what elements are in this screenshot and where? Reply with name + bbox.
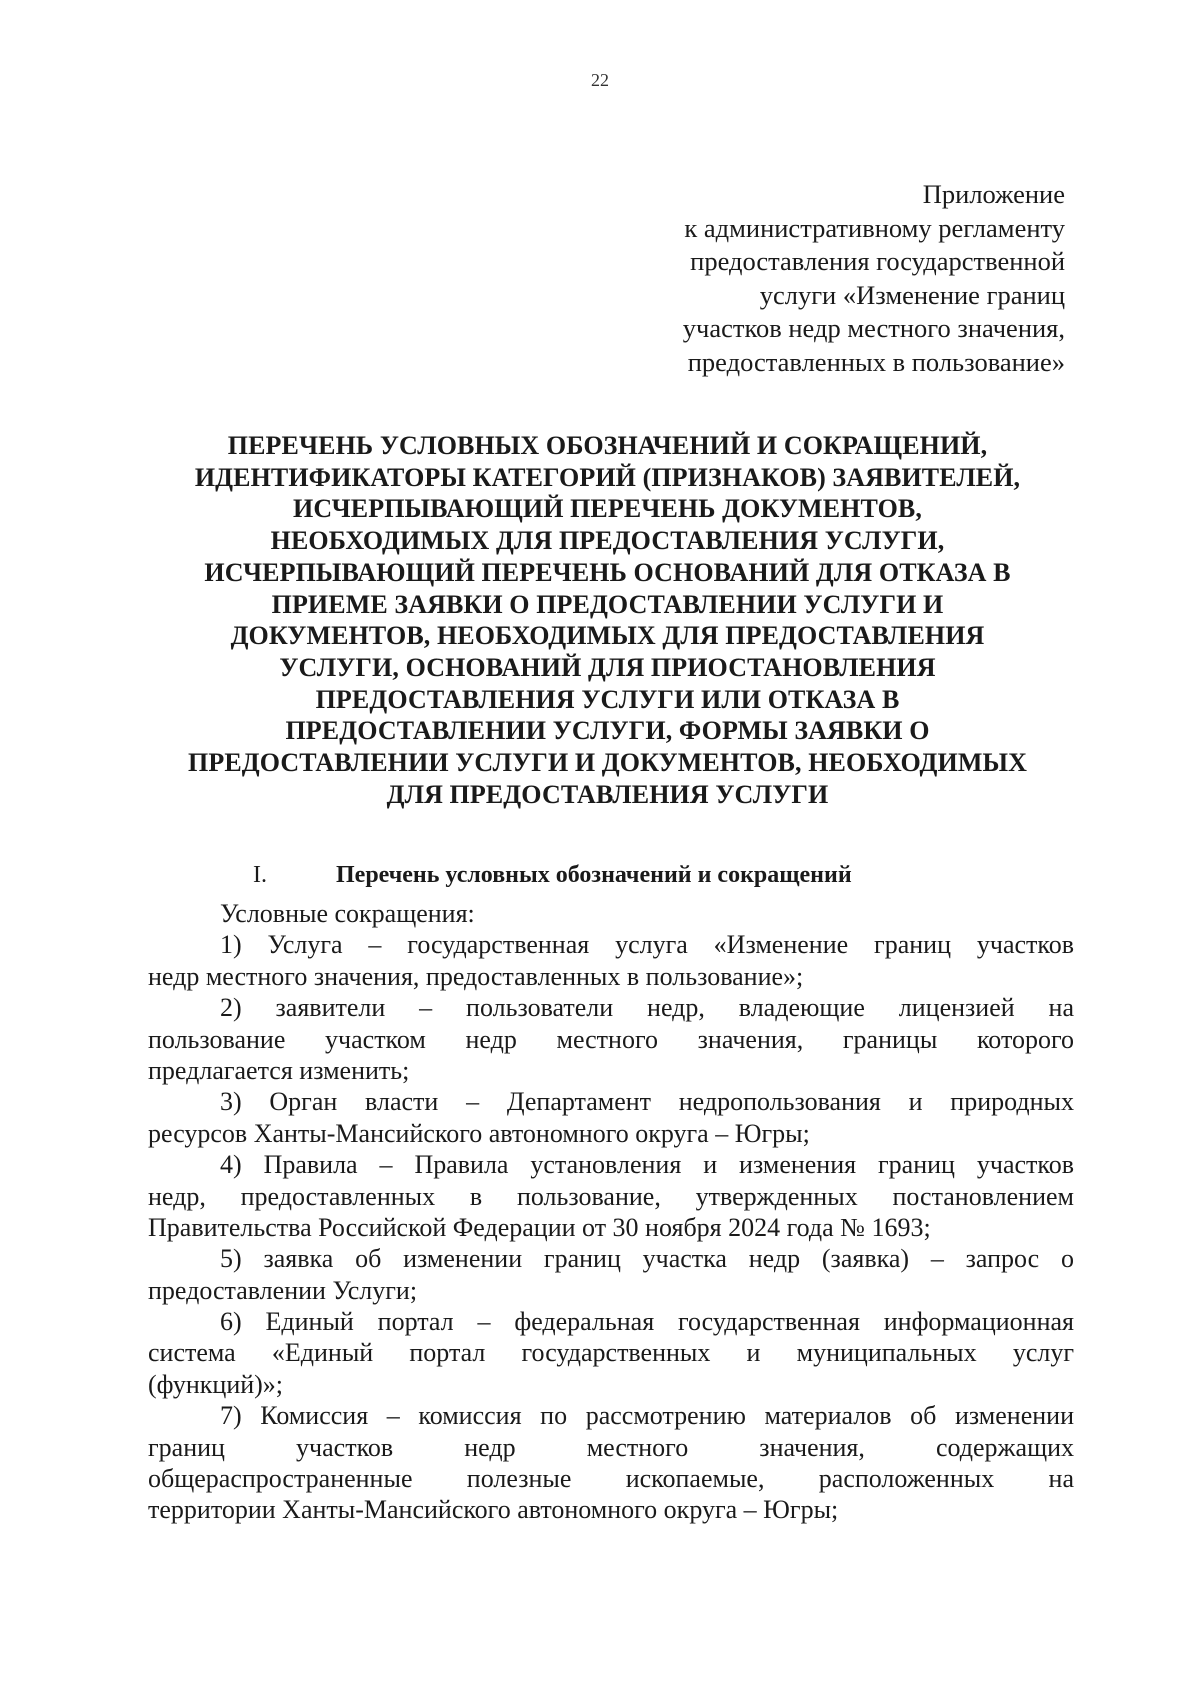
title-line: ДОКУМЕНТОВ, НЕОБХОДИМЫХ ДЛЯ ПРЕДОСТАВЛЕНИЯ: [230, 621, 985, 651]
body-line: предоставлении Услуги;: [148, 1275, 418, 1305]
body-line: общераспространенные полезные ископаемые, расположенных на: [148, 1464, 1074, 1494]
body-line: 5) заявка об изменении границ участка недр (заявка) – запрос о: [220, 1244, 1074, 1274]
title-line: ИДЕНТИФИКАТОРЫ КАТЕГОРИЙ (ПРИЗНАКОВ) ЗАЯВИТЕЛЕЙ,: [194, 462, 1021, 492]
body-line: Условные сокращения:: [220, 899, 475, 928]
body-line: система «Единый портал государственных и муниципальных услуг: [148, 1338, 1074, 1368]
appendix-line: участков недр местного значения,: [682, 313, 1065, 343]
page-number: 22: [591, 70, 609, 90]
appendix-line: предоставленных в пользование»: [687, 346, 1065, 377]
section-title: Перечень условных обозначений и сокращений: [336, 862, 852, 888]
title-line: ИСЧЕРПЫВАЮЩИЙ ПЕРЕЧЕНЬ ДОКУМЕНТОВ,: [293, 494, 922, 524]
title-line: УСЛУГИ, ОСНОВАНИЙ ДЛЯ ПРИОСТАНОВЛЕНИЯ: [279, 652, 936, 682]
body-line: 1) Услуга – государственная услуга «Изменение границ участков: [220, 930, 1074, 960]
appendix-line: услуги «Изменение границ: [759, 279, 1065, 310]
body-line: границ участков недр местного значения, содержащих: [148, 1432, 1074, 1462]
title-line: ПЕРЕЧЕНЬ УСЛОВНЫХ ОБОЗНАЧЕНИЙ И СОКРАЩЕНИЙ,: [227, 431, 988, 460]
title-line: ПРИЕМЕ ЗАЯВКИ О ПРЕДОСТАВЛЕНИИ УСЛУГИ И: [271, 589, 944, 619]
body-line: предлагается изменить;: [148, 1055, 410, 1085]
body-line: недр, предоставленных в пользование, утвержденных постановлением: [148, 1181, 1074, 1211]
title-line: ИСЧЕРПЫВАЮЩИЙ ПЕРЕЧЕНЬ ОСНОВАНИЙ ДЛЯ ОТКАЗА В: [204, 557, 1011, 587]
title-line: ДЛЯ ПРЕДОСТАВЛЕНИЯ УСЛУГИ: [386, 779, 829, 809]
body-line: 3) Орган власти – Департамент недропользования и природных: [220, 1087, 1074, 1117]
title-line: ПРЕДОСТАВЛЕНИИ УСЛУГИ И ДОКУМЕНТОВ, НЕОБХОДИМЫХ: [188, 748, 1027, 778]
appendix-note: [545, 178, 1065, 379]
body-line: 4) Правила – Правила установления и изменения границ участков: [220, 1150, 1074, 1180]
title-line: ПРЕДОСТАВЛЕНИИ УСЛУГИ, ФОРМЫ ЗАЯВКИ О: [285, 716, 930, 746]
appendix-line: к административному регламенту: [684, 212, 1065, 243]
body-line: Правительства Российской Федерации от 30 ноября 2024 года № 1693;: [148, 1212, 931, 1242]
body-line: недр местного значения, предоставленных в пользование»;: [148, 961, 804, 991]
body-line: ресурсов Ханты-Мансийского автономного округа – Югры;: [148, 1118, 810, 1148]
body-line: 7) Комиссия – комиссия по рассмотрению материалов об изменении: [220, 1401, 1074, 1431]
document-title: [140, 430, 1075, 810]
body-line: (функций)»;: [148, 1369, 284, 1399]
body-text: [148, 898, 1074, 1526]
body-line: 6) Единый портал – федеральная государственная информационная: [220, 1307, 1074, 1337]
title-line: ПРЕДОСТАВЛЕНИЯ УСЛУГИ ИЛИ ОТКАЗА В: [315, 684, 900, 714]
title-line: НЕОБХОДИМЫХ ДЛЯ ПРЕДОСТАВЛЕНИЯ УСЛУГИ,: [270, 526, 945, 556]
appendix-line: предоставления государственной: [690, 246, 1065, 276]
body-line: 2) заявители – пользователи недр, владеющие лицензией на: [220, 993, 1074, 1023]
section-number: I.: [253, 862, 267, 888]
appendix-line: Приложение: [922, 179, 1065, 209]
body-line: территории Ханты-Мансийского автономного округа – Югры;: [148, 1495, 839, 1525]
body-line: пользование участком недр местного значения, границы которого: [148, 1024, 1074, 1054]
